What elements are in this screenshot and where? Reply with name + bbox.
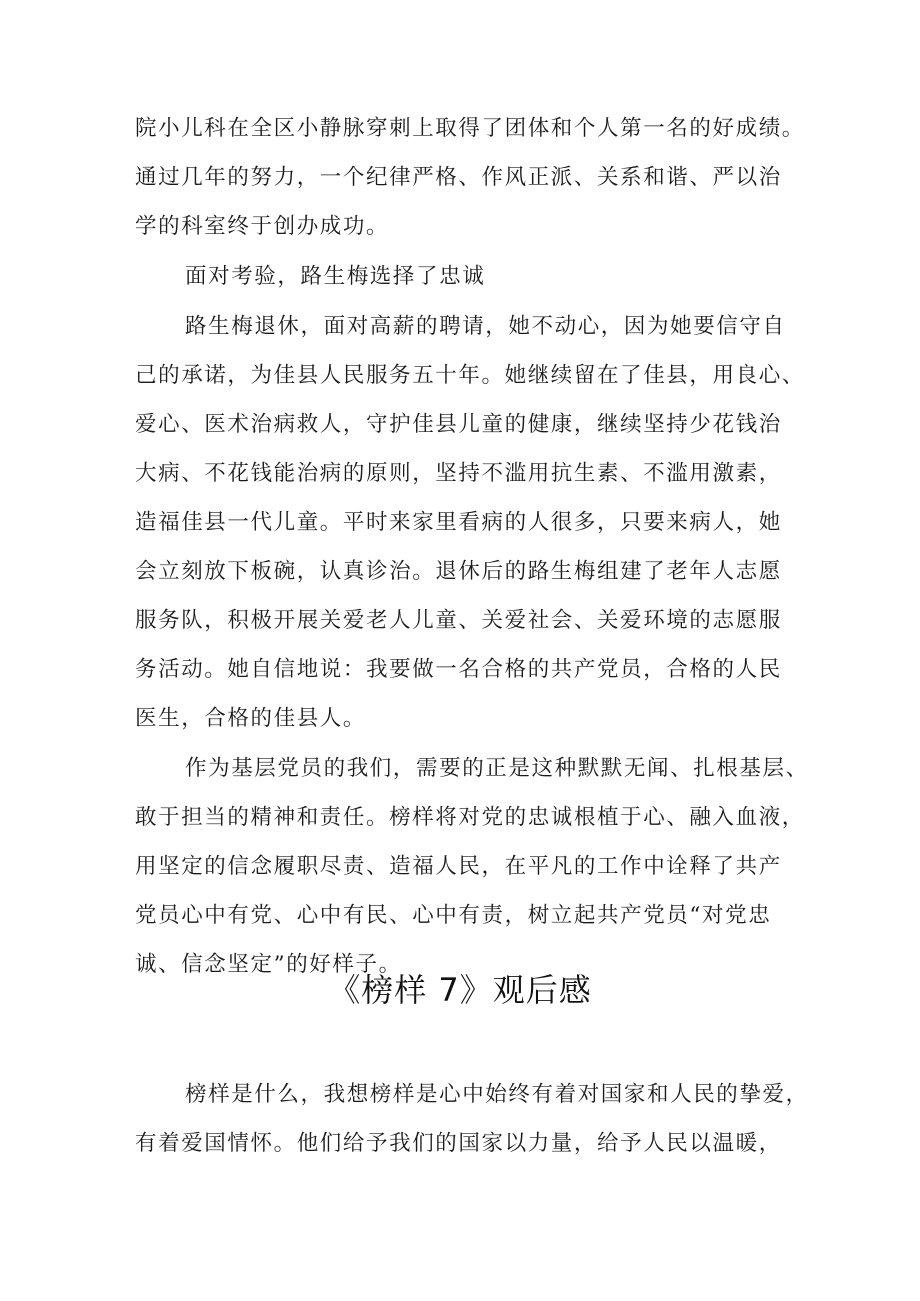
paragraph-line: 爱心、医术治病救人，守护佳县儿童的健康，继续坚持少花钱治 xyxy=(135,412,782,437)
paragraph-line: 作为基层党员的我们，需要的正是这种默默无闻、扎根基层、 xyxy=(185,756,809,781)
paragraph-line: 路生梅退休，面对高薪的聘请，她不动心，因为她要信守自 xyxy=(185,314,786,339)
paragraph-line: 服务队，积极开展关爱老人儿童、关爱社会、关爱环境的志愿服 xyxy=(135,608,782,633)
paragraph-line: 己的承诺，为佳县人民服务五十年。她继续留在了佳县，用良心、 xyxy=(135,363,805,388)
paragraph-line: 大病、不花钱能治病的原则，坚持不滥用抗生素、不滥用激素， xyxy=(135,461,782,486)
paragraph-line: 党员心中有党、心中有民、心中有责，树立起共产党员“对党忠 xyxy=(135,903,772,928)
paragraph-line: 院小儿科在全区小静脉穿刺上取得了团体和个人第一名的好成绩。 xyxy=(135,116,805,141)
paragraph-line: 医生，合格的佳县人。 xyxy=(135,706,367,731)
paragraph-line: 会立刻放下板碗，认真诊治。退休后的路生梅组建了老年人志愿 xyxy=(135,559,782,584)
paragraph-line: 务活动。她自信地说：我要做一名合格的共产党员，合格的人民 xyxy=(135,657,782,682)
paragraph-line: 用坚定的信念履职尽责、造福人民，在平凡的工作中诠释了共产 xyxy=(135,854,782,879)
paragraph-line: 敢于担当的精神和责任。榜样将对党的忠诚根植于心、融入血液， xyxy=(135,805,805,830)
paragraph-line: 通过几年的努力，一个纪律严格、作风正派、关系和谐、严以治 xyxy=(135,165,782,190)
paragraph-line: 有着爱国情怀。他们给予我们的国家以力量，给予人民以温暖， xyxy=(135,1131,782,1156)
paragraph-line: 造福佳县一代儿童。平时来家里看病的人很多，只要来病人，她 xyxy=(135,510,782,535)
article-title: 《榜样 7》观后感 xyxy=(328,971,592,1009)
paragraph-line: 诚、信念坚定”的好样子。 xyxy=(135,952,402,977)
paragraph-line: 榜样是什么，我想榜样是心中始终有着对国家和人民的挚爱， xyxy=(185,1082,809,1107)
section-heading: 面对考验，路生梅选择了忠诚 xyxy=(185,264,486,289)
paragraph-line: 学的科室终于创办成功。 xyxy=(135,214,390,239)
